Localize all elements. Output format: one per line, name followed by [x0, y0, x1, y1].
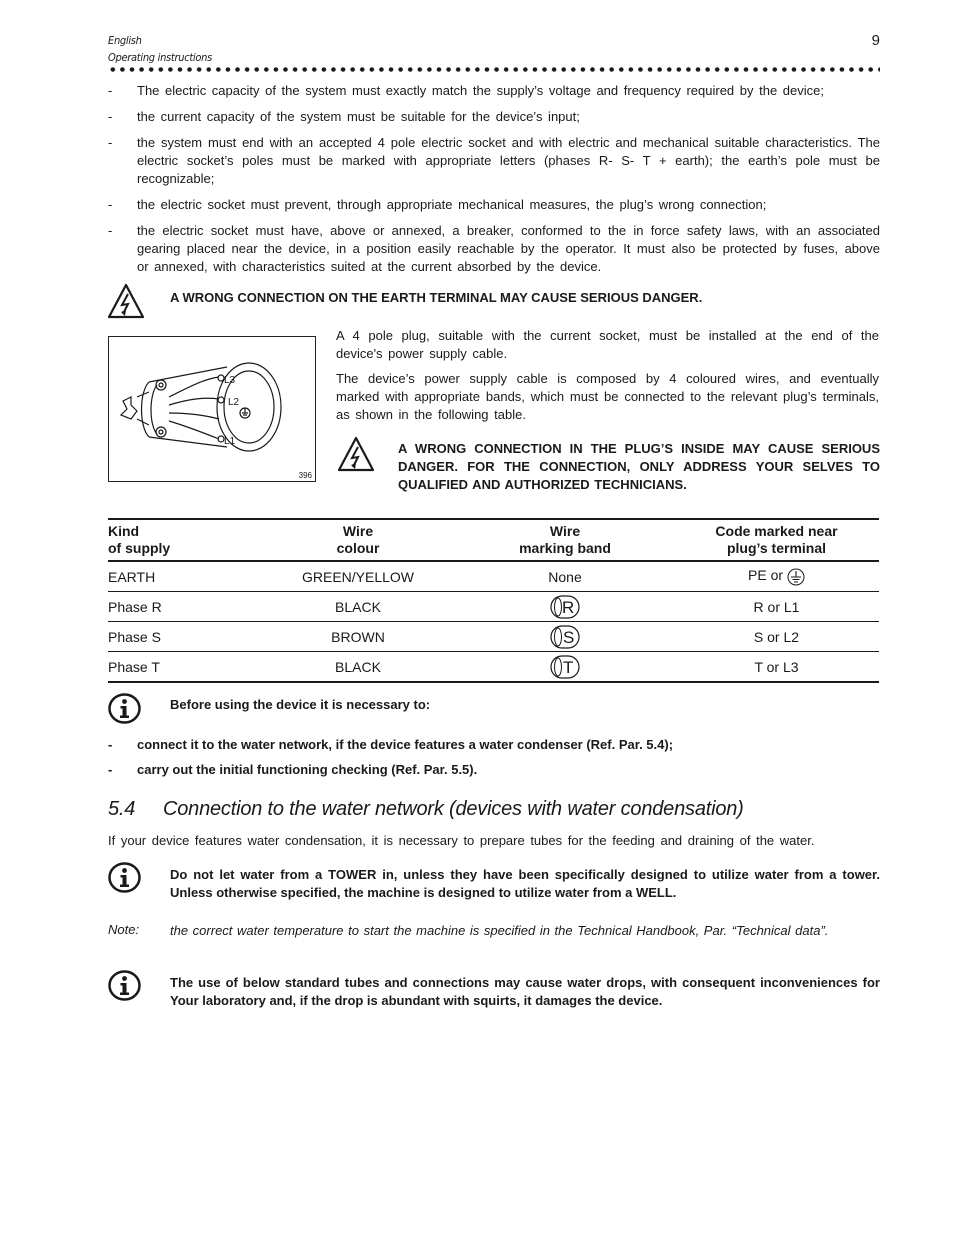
wiring-table — [108, 518, 879, 683]
colour-cell: BROWN — [260, 622, 456, 652]
kind-cell: Phase S — [108, 622, 260, 652]
section-intro: If your device features water condensation, it is necessary to prepare tubes for the feeding and draining of the water. — [108, 833, 815, 848]
high-voltage-warning-icon — [337, 436, 375, 472]
colour-cell: BLACK — [260, 592, 456, 622]
column-header-kind: Kind of supply — [108, 519, 260, 561]
table-header-row — [108, 519, 879, 561]
plug-drawing — [109, 337, 315, 481]
band-letter: R — [562, 597, 575, 617]
kind-cell: EARTH — [108, 561, 260, 592]
requirements-list — [108, 82, 880, 284]
table-row — [108, 652, 879, 683]
plug-paragraph: The device’s power supply cable is composed by 4 coloured wires, and eventually marked with appropriate bands, which must be connected to the relevant plug’s terminals, as shown in the following table. — [336, 371, 879, 422]
colour-cell: BLACK — [260, 652, 456, 683]
column-header-colour: Wire colour — [260, 519, 456, 561]
header-section: Operating instructions — [108, 51, 212, 64]
page-number: 9 — [871, 32, 880, 49]
before-use-item: - carry out the initial functioning checking (Ref. Par. 5.5). — [108, 761, 880, 779]
column-header-code: Code marked near plug’s terminal — [674, 519, 879, 561]
colour-cell: GREEN/YELLOW — [260, 561, 456, 592]
requirement-item: - the system must end with an accepted 4 pole electric socket and with electric and mechanical suitable characteristics. The electric socket’s poles must be marked with appropriate letters (phases R- S- T + earth); the earth’s pole must be recognizable; — [108, 134, 880, 188]
band-letter: T — [563, 657, 574, 677]
requirement-item: - the electric socket must prevent, through appropriate mechanical measures, the plug’s wrong connection; — [108, 196, 880, 214]
tower-water-info: Do not let water from a TOWER in, unless they have been specifically designed to utilize water from a tower. Unless otherwise specified, the machine is designed to utilize water from a WELL. — [170, 867, 880, 900]
requirement-item: - the current capacity of the system must be suitable for the device’s input; — [108, 108, 880, 126]
band-cell: None — [456, 561, 674, 592]
note-label: Note: — [108, 922, 140, 937]
band-cell — [456, 652, 674, 683]
code-cell — [674, 561, 879, 592]
header-language: English — [108, 34, 142, 47]
note-text: the correct water temperature to start the machine is specified in the Technical Handbook, Par. “Technical data”. — [170, 923, 829, 938]
info-icon — [108, 970, 141, 1001]
column-header-band: Wire marking band — [456, 519, 674, 561]
section-heading — [108, 798, 744, 821]
requirement-item: - The electric capacity of the system must exactly match the supply’s voltage and frequency required by the device; — [108, 82, 880, 100]
earth-warning-text: A WRONG CONNECTION ON THE EARTH TERMINAL MAY CAUSE SERIOUS DANGER. — [170, 290, 703, 305]
earth-ground-icon — [787, 568, 805, 586]
band-letter: S — [563, 627, 575, 647]
code-cell: S or L2 — [674, 622, 879, 652]
plug-diagram — [108, 336, 316, 482]
terminal-label-l2: L2 — [228, 397, 240, 408]
table-row — [108, 622, 879, 652]
terminal-label-l1: L1 — [224, 436, 236, 447]
plug-paragraph: A 4 pole plug, suitable with the current socket, must be installed at the end of the device's power supply cable. — [336, 328, 879, 361]
figure-number: 396 — [298, 471, 312, 480]
before-use-list — [108, 736, 880, 786]
header-dotted-rule — [108, 67, 880, 72]
marking-band-s-icon — [550, 625, 580, 649]
table-row — [108, 592, 879, 622]
plug-warning-text: A WRONG CONNECTION IN THE PLUG’S INSIDE MAY CAUSE SERIOUS DANGER. FOR THE CONNECTION, ONLY ADDRESS YOUR SELVES TO QUALIFIED AND AUTHORIZED TECHNICIANS. — [398, 441, 880, 492]
kind-cell: Phase T — [108, 652, 260, 683]
info-icon — [108, 693, 141, 724]
info-icon — [108, 862, 141, 893]
requirement-item: - the electric socket must have, above or annexed, a breaker, conformed to the in force safety laws, with an associated gearing placed near the device, in a position easily reachable by the operator. It must also be protected by fuses, above or annexed, with characteristics suited at the current absorbed by the device. — [108, 222, 880, 276]
marking-band-t-icon — [550, 655, 580, 679]
section-title-text: Connection to the water network (devices with water condensation) — [163, 798, 744, 820]
section-number: 5.4 — [108, 798, 136, 820]
code-cell: T or L3 — [674, 652, 879, 683]
tubes-info: The use of below standard tubes and connections may cause water drops, with consequent inconveniences for Your laboratory and, if the drop is abundant with squirts, it damages the device. — [170, 975, 880, 1008]
band-cell — [456, 622, 674, 652]
terminal-label-l3: L3 — [224, 375, 236, 386]
plug-description — [336, 327, 879, 431]
before-use-intro: Before using the device it is necessary to: — [170, 697, 431, 712]
code-cell: R or L1 — [674, 592, 879, 622]
kind-cell: Phase R — [108, 592, 260, 622]
marking-band-r-icon — [550, 595, 580, 619]
before-use-item: - connect it to the water network, if the device features a water condenser (Ref. Par. 5.4); — [108, 736, 880, 754]
band-cell — [456, 592, 674, 622]
code-text: PE or — [748, 567, 784, 584]
table-row — [108, 561, 879, 592]
high-voltage-warning-icon — [107, 283, 145, 319]
